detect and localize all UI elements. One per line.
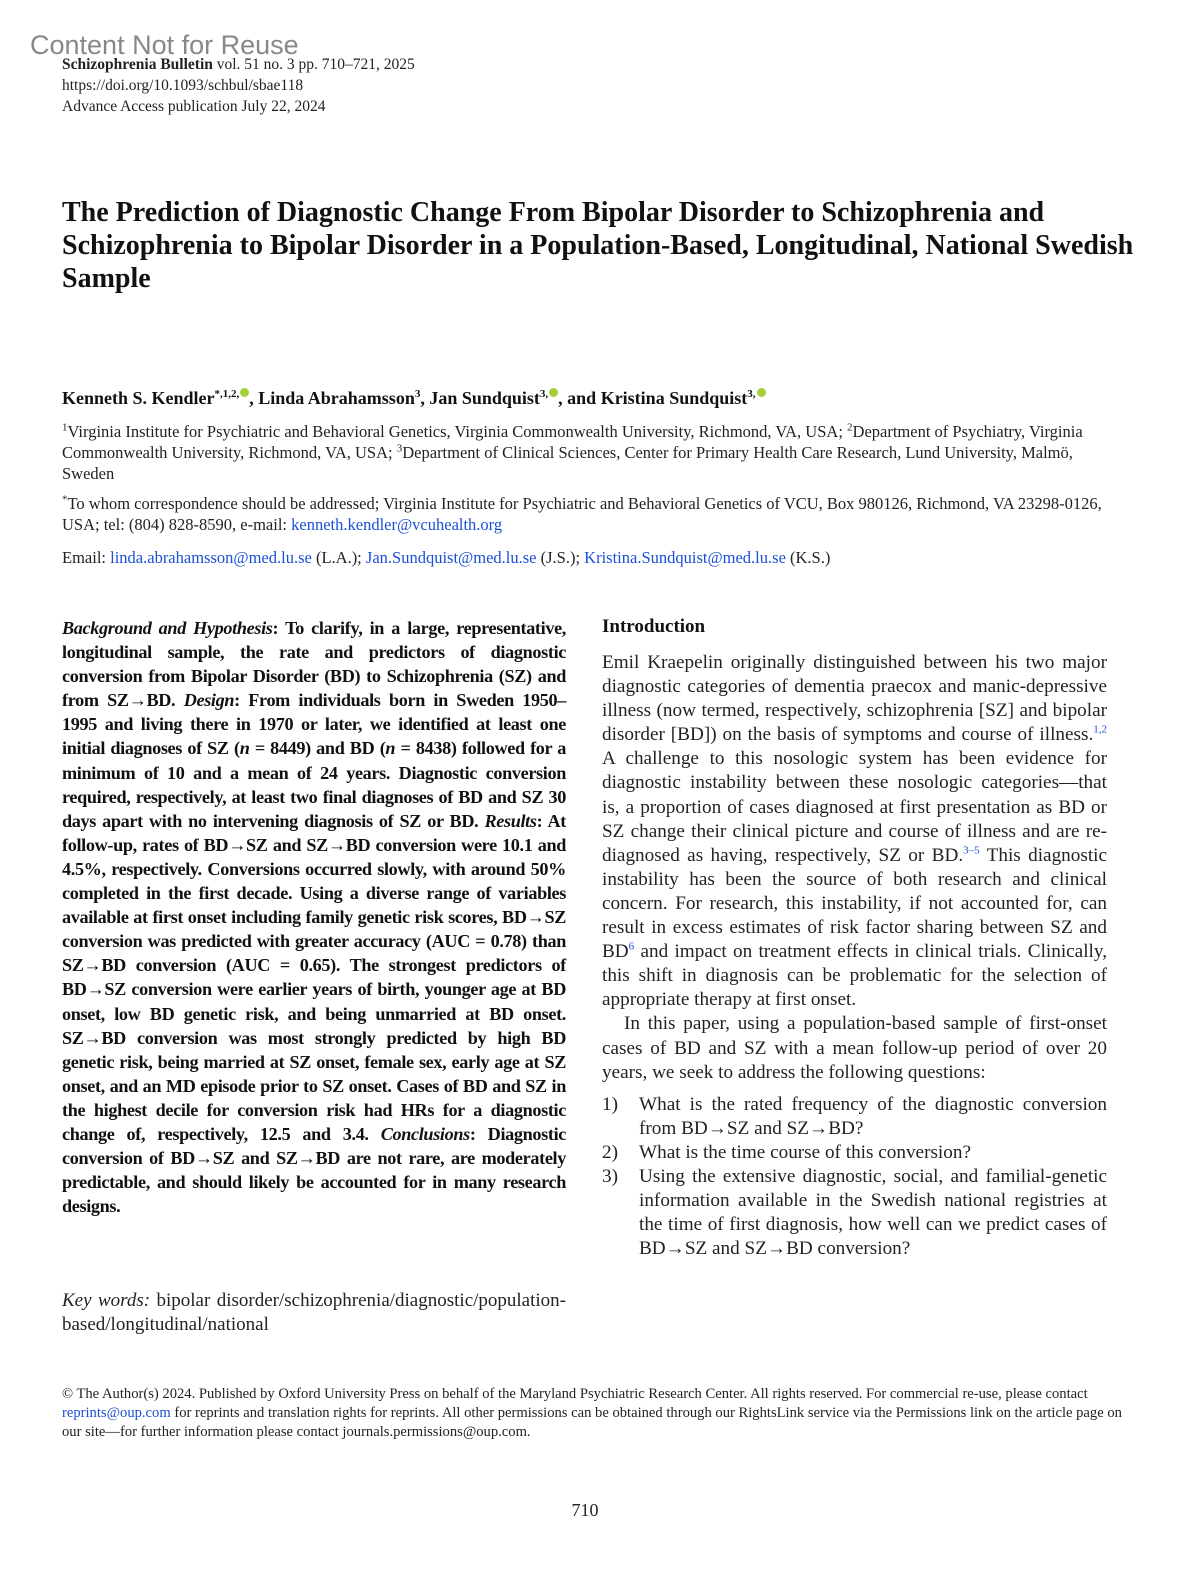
author-affiliation-ref[interactable]: 3 — [414, 388, 421, 400]
paragraph-text: Emil Kraepelin originally distinguished between his two major diagnostic categories of dementia praecox and manic-depressive illness (now termed, respectively, schizophrenia [SZ] and bipolar disorder [BD]) on the basis of symptoms and course of illness. — [602, 652, 1107, 746]
page-number: 710 — [571, 1500, 599, 1520]
list-item — [602, 1141, 1107, 1165]
journal-access-date: Advance Access publication July 22, 2024 — [62, 98, 326, 115]
abstract-design: : From individuals born in Sweden 1950–1995 and living there in 1970 or later, we identified at least one initial diagnoses of SZ ( — [62, 690, 566, 759]
watermark: Content Not for Reuse — [30, 30, 299, 60]
affiliation-text: Virginia Institute for Psychiatric and Behavioral Genetics, Virginia Commonwealth University, Richmond, VA, USA; — [67, 422, 848, 441]
affiliations — [62, 421, 1122, 484]
article-title: The Prediction of Diagnostic Change From Bipolar Disorder to Schizophrenia and Schizophrenia to Bipolar Disorder in a Population-Based, Longitudinal, National Swedish Sample — [62, 197, 1134, 294]
reference-link[interactable]: 3–5 — [963, 844, 980, 857]
paragraph: In this paper, using a population-based sample of first-onset cases of BD and SZ with a mean follow-up period of over 20 years, we seek to address the following questions: — [602, 1013, 1107, 1083]
keywords — [62, 1289, 566, 1337]
paragraph-text: A challenge to this nosologic system has been evidence for diagnostic instability between these nosologic categories—that is, a proportion of cases diagnosed at first presentation as BD or SZ change their clinical picture and course of illness and are re-diagnosed as having, respectively, SZ or BD. — [602, 748, 1107, 866]
affiliation-text: Department of Clinical Sciences, Center for Primary Health Care Research, Lund University, Malmö, Sweden — [62, 443, 1073, 483]
introduction-body — [602, 651, 1107, 1261]
author-emails — [62, 547, 1122, 568]
correspondence-marker: * — [62, 493, 68, 506]
list-item-number: 2) — [602, 1141, 618, 1163]
author-affiliation-ref[interactable]: 3, — [747, 388, 756, 400]
affiliation-text: Department of Psychiatry, Virginia Commonwealth University, Richmond, VA, USA; — [62, 422, 1083, 462]
email-initials: (J.S.); — [536, 548, 585, 567]
orcid-icon[interactable] — [549, 388, 558, 397]
author-name: Kenneth S. Kendler — [62, 388, 215, 408]
abstract-results: : At follow-up, rates of BD→SZ and SZ→BD conversion were 10.1 and 4.5%, respectively. Conversions occurred slowly, with around 50% completed in the first decade. Using a diverse range of variables available at first onset including family genetic risk scores, BD→SZ conversion was predicted with greater accuracy (AUC = 0.78) than SZ→BD conversion (AUC = 0.65). The strongest predictors of BD→SZ conversion were earlier years of birth, younger age at BD onset, low BD genetic risk, and being unmarried at BD onset. SZ→BD conversion was most strongly predicted by high BD genetic risk, being married at SZ onset, female sex, early age at SZ onset, and an MD episode prior to SZ onset. Cases of BD and SZ in the highest decile for conversion risk had HRs for a diagnostic change of, respectively, 12.5 and 3.4. — [62, 810, 566, 1144]
author-name: Jan Sundquist — [429, 388, 540, 408]
keywords-text: bipolar disorder/schizophrenia/diagnostic/population-based/longitudinal/national — [62, 1290, 566, 1335]
journal-name: Schizophrenia Bulletin — [62, 56, 213, 73]
author-list: Kenneth S. Kendler$^{*,1,2,}$ , Linda Abrahamsson$^3$, Jan Sundquist$^{3,}$ , and Kristina Sundquist$^{3,}$ — [62, 388, 766, 409]
copyright-text: © The Author(s) 2024. Published by Oxford University Press on behalf of the Maryland Psychiatric Research Center. All rights reserved. For commercial re-use, please contact — [62, 1386, 1088, 1402]
correspondence-text: To whom correspondence should be addressed; Virginia Institute for Psychiatric and Behavioral Genetics of VCU, Box 980126, Richmond, VA 23298-0126, USA; tel: (804) 828-8590, e-mail: — [62, 494, 1102, 534]
affiliation-number: 2 — [847, 421, 853, 434]
abstract-background: : To clarify, in a large, representative, longitudinal sample, the rate and predictors of diagnostic conversion from Bipolar Disorder (BD) to Schizophrenia (SZ) and from SZ→BD. — [62, 618, 567, 711]
list-item-number: 1) — [602, 1093, 618, 1115]
author-affiliation-ref[interactable]: 3, — [539, 388, 549, 400]
reference-link[interactable]: 1,2 — [1093, 723, 1107, 736]
correspondence-email-link[interactable]: kenneth.kendler@vcuhealth.org — [291, 515, 503, 534]
abstract-conclusions: : Diagnostic conversion of BD→SZ and SZ→BD are not rare, are moderately predictable, and should likely be accounted for in many research designs. — [62, 1123, 566, 1217]
list-item-number: 3) — [602, 1165, 618, 1187]
abstract-n-symbol: n — [385, 738, 396, 759]
orcid-icon[interactable] — [240, 388, 249, 397]
orcid-icon[interactable] — [757, 388, 766, 397]
list-item — [602, 1093, 1107, 1141]
abstract-design-label: Design — [183, 690, 235, 711]
correspondence — [62, 493, 1122, 535]
list-item — [602, 1165, 1107, 1261]
paragraph-text: This diagnostic instability has been the source of both research and clinical concern. For research, this instability, if not accounted for, can result in excess estimates of risk factor sharing between SZ and BD — [602, 844, 1108, 963]
journal-header — [62, 54, 415, 117]
journal-doi[interactable]: https://doi.org/10.1093/schbul/sbae118 — [62, 77, 304, 94]
email-link[interactable]: Kristina.Sundquist@med.lu.se — [584, 548, 786, 567]
paragraph-text: and impact on treatment effects in clinical trials. Clinically, this shift in diagnosis can be problematic for the selection of appropriate therapy at first onset. — [602, 941, 1107, 1011]
affiliation-number: 3 — [396, 442, 403, 455]
abstract-conclusions-label: Conclusions — [380, 1123, 470, 1144]
abstract-design: = 8438) followed for a minimum of 10 and a mean of 24 years. Diagnostic conversion required, respectively, at least two final diagnoses of BD and SZ 30 days apart with no intervening diagnosis of SZ or BD. — [62, 738, 566, 831]
abstract-background-label: Background and Hypothesis — [62, 618, 273, 638]
keywords-label: Key words: — [62, 1290, 151, 1311]
author-affiliation-ref[interactable]: *,1,2, — [214, 388, 240, 400]
author-name: Kristina Sundquist — [600, 388, 748, 408]
section-heading-introduction: Introduction — [602, 616, 706, 637]
copyright-notice — [62, 1385, 1122, 1442]
email-initials: (K.S.) — [785, 548, 831, 567]
abstract-design: = 8449) and BD ( — [249, 738, 386, 759]
question-list — [602, 1093, 1107, 1262]
reprints-email-link[interactable]: reprints@oup.com — [62, 1405, 171, 1421]
copyright-text: for reprints and translation rights for reprints. All other permissions can be obtained through our RightsLink service via the Permissions link on the article page on our site—for further information please contact journals.permissions@oup.com. — [62, 1405, 1122, 1440]
email-link[interactable]: Jan.Sundquist@med.lu.se — [365, 548, 537, 567]
paragraph — [602, 651, 1107, 1012]
abstract-results-label: Results — [484, 810, 537, 831]
list-item-text: What is the rated frequency of the diagnostic conversion from BD→SZ and SZ→BD? — [639, 1093, 1107, 1139]
email-initials: (L.A.); — [311, 548, 366, 567]
abstract — [62, 616, 566, 1218]
journal-volume: vol. 51 no. 3 pp. 710–721, 2025 — [216, 56, 415, 73]
affiliation-number: 1 — [62, 421, 68, 434]
abstract-n-symbol: n — [239, 738, 250, 759]
author-name: Linda Abrahamsson — [258, 388, 415, 408]
email-label: Email: — [62, 548, 111, 567]
list-item-text: What is the time course of this conversion? — [639, 1141, 971, 1163]
list-item-text: Using the extensive diagnostic, social, and familial-genetic information available in the Swedish national registries at the time of first diagnosis, how well can we predict cases of BD→SZ and SZ→BD conversion? — [639, 1165, 1107, 1260]
reference-link[interactable]: 6 — [628, 940, 635, 953]
email-link[interactable]: linda.abrahamsson@med.lu.se — [110, 548, 312, 567]
